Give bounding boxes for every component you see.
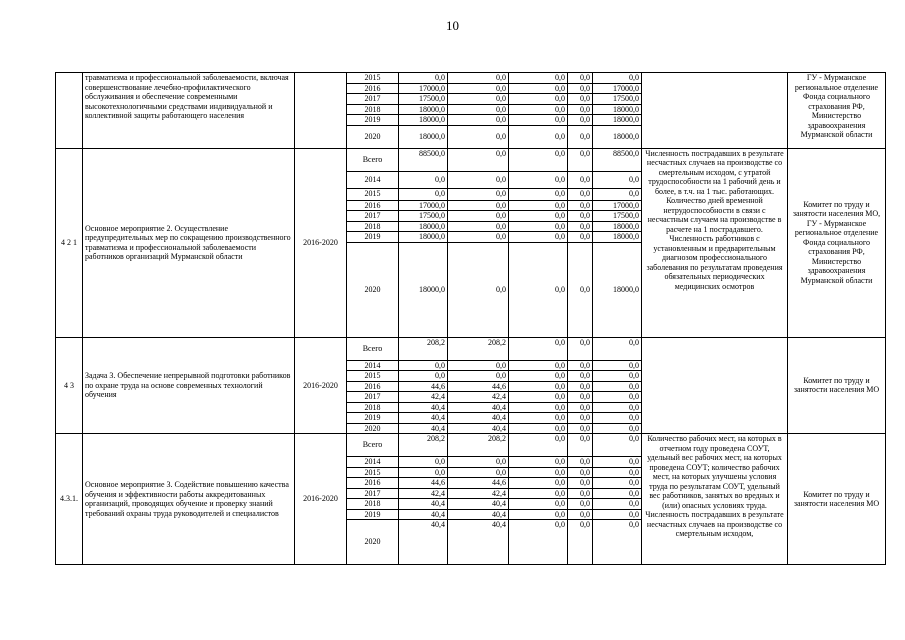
cell-value: 0,0 xyxy=(448,115,509,126)
cell-value: 40,4 xyxy=(448,402,509,413)
cell-value: 0,0 xyxy=(509,171,568,188)
cell-value: 40,4 xyxy=(399,402,448,413)
cell-value: 0,0 xyxy=(448,171,509,188)
cell-value: 0,0 xyxy=(568,337,593,360)
cell-year: Всего xyxy=(347,148,399,171)
cell-value: 0,0 xyxy=(448,94,509,105)
cell-value: 40,4 xyxy=(448,499,509,510)
cell-value: 18000,0 xyxy=(399,232,448,243)
cell-indicator xyxy=(642,337,788,434)
cell-value: 18000,0 xyxy=(593,125,642,148)
cell-value: 40,4 xyxy=(399,423,448,434)
cell-value: 40,4 xyxy=(399,520,448,565)
cell-value: 0,0 xyxy=(399,457,448,468)
cell-value: 40,4 xyxy=(448,509,509,520)
cell-period: 2016-2020 xyxy=(295,337,347,434)
cell-value: 0,0 xyxy=(448,73,509,84)
cell-value: 208,2 xyxy=(448,434,509,457)
cell-value: 18000,0 xyxy=(593,232,642,243)
cell-value: 40,4 xyxy=(448,520,509,565)
cell-period xyxy=(295,73,347,149)
cell-value: 0,0 xyxy=(509,488,568,499)
cell-value: 0,0 xyxy=(593,467,642,478)
cell-value: 0,0 xyxy=(399,371,448,382)
cell-value: 0,0 xyxy=(509,402,568,413)
cell-value: 0,0 xyxy=(568,188,593,200)
cell-year: 2018 xyxy=(347,499,399,510)
cell-value: 0,0 xyxy=(448,221,509,232)
cell-year: 2020 xyxy=(347,423,399,434)
cell-value: 0,0 xyxy=(448,242,509,337)
cell-executor: ГУ - Мурманское региональное отделение Фонда социального страхования РФ, Министерство здравоохранения Мурманской области xyxy=(788,73,886,149)
cell-value: 0,0 xyxy=(568,371,593,382)
cell-value: 0,0 xyxy=(593,509,642,520)
cell-value: 0,0 xyxy=(509,104,568,115)
cell-value: 0,0 xyxy=(593,337,642,360)
cell-year: 2015 xyxy=(347,73,399,84)
cell-value: 18000,0 xyxy=(399,115,448,126)
cell-value: 0,0 xyxy=(448,200,509,211)
program-table xyxy=(55,72,886,565)
cell-value: 0,0 xyxy=(568,104,593,115)
cell-value: 0,0 xyxy=(568,171,593,188)
cell-year: 2017 xyxy=(347,488,399,499)
cell-year: 2015 xyxy=(347,188,399,200)
cell-value: 0,0 xyxy=(399,171,448,188)
cell-year: 2018 xyxy=(347,104,399,115)
cell-value: 40,4 xyxy=(399,413,448,424)
cell-value: 0,0 xyxy=(448,371,509,382)
cell-year: 2017 xyxy=(347,94,399,105)
cell-year: 2019 xyxy=(347,509,399,520)
table-row xyxy=(56,73,886,84)
cell-value: 18000,0 xyxy=(399,221,448,232)
cell-value: 0,0 xyxy=(509,125,568,148)
cell-value: 0,0 xyxy=(509,423,568,434)
cell-year: 2014 xyxy=(347,171,399,188)
cell-value: 44,6 xyxy=(448,478,509,489)
cell-value: 0,0 xyxy=(509,73,568,84)
cell-value: 0,0 xyxy=(509,457,568,468)
cell-value: 40,4 xyxy=(448,423,509,434)
cell-value: 0,0 xyxy=(509,413,568,424)
cell-value: 42,4 xyxy=(448,392,509,403)
cell-value: 0,0 xyxy=(509,337,568,360)
cell-value: 0,0 xyxy=(568,499,593,510)
cell-year: 2016 xyxy=(347,381,399,392)
cell-value: 17500,0 xyxy=(399,211,448,222)
cell-value: 40,4 xyxy=(399,509,448,520)
cell-value: 0,0 xyxy=(448,104,509,115)
cell-value: 0,0 xyxy=(448,360,509,371)
cell-year: 2020 xyxy=(347,520,399,565)
cell-value: 0,0 xyxy=(568,434,593,457)
cell-value: 0,0 xyxy=(509,371,568,382)
cell-value: 0,0 xyxy=(509,200,568,211)
cell-value: 0,0 xyxy=(448,232,509,243)
cell-year: 2019 xyxy=(347,115,399,126)
cell-value: 0,0 xyxy=(509,115,568,126)
cell-value: 0,0 xyxy=(593,392,642,403)
cell-year: 2019 xyxy=(347,232,399,243)
table-row xyxy=(56,434,886,457)
cell-num xyxy=(56,73,83,149)
cell-name: Основное мероприятие 2. Осуществление предупредительных мер по сокращению производственного травматизма и профессиональной заболеваемости работников организаций Мурманской области xyxy=(83,148,295,337)
cell-value: 0,0 xyxy=(593,434,642,457)
cell-num: 4 3 xyxy=(56,337,83,434)
cell-value: 0,0 xyxy=(568,488,593,499)
cell-value: 0,0 xyxy=(509,83,568,94)
cell-value: 208,2 xyxy=(448,337,509,360)
cell-value: 0,0 xyxy=(509,509,568,520)
cell-value: 0,0 xyxy=(448,148,509,171)
cell-value: 0,0 xyxy=(593,499,642,510)
cell-value: 44,6 xyxy=(399,478,448,489)
cell-value: 0,0 xyxy=(399,360,448,371)
cell-executor: Комитет по труду и занятости населения МО xyxy=(788,434,886,565)
cell-value: 44,6 xyxy=(448,381,509,392)
cell-year: 2015 xyxy=(347,467,399,478)
cell-year: 2018 xyxy=(347,221,399,232)
cell-value: 0,0 xyxy=(593,381,642,392)
cell-value: 17500,0 xyxy=(593,94,642,105)
cell-value: 42,4 xyxy=(399,392,448,403)
cell-value: 18000,0 xyxy=(399,242,448,337)
cell-value: 0,0 xyxy=(593,423,642,434)
cell-period: 2016-2020 xyxy=(295,148,347,337)
cell-value: 17000,0 xyxy=(399,200,448,211)
cell-value: 0,0 xyxy=(509,392,568,403)
cell-value: 44,6 xyxy=(399,381,448,392)
cell-value: 42,4 xyxy=(399,488,448,499)
cell-value: 0,0 xyxy=(509,232,568,243)
cell-value: 0,0 xyxy=(448,467,509,478)
cell-value: 40,4 xyxy=(448,413,509,424)
cell-value: 0,0 xyxy=(568,242,593,337)
cell-year: 2020 xyxy=(347,125,399,148)
table-row xyxy=(56,337,886,360)
cell-value: 40,4 xyxy=(399,499,448,510)
cell-year: 2016 xyxy=(347,83,399,94)
cell-value: 0,0 xyxy=(568,402,593,413)
cell-value: 0,0 xyxy=(568,221,593,232)
cell-value: 18000,0 xyxy=(593,104,642,115)
cell-executor: Комитет по труду и занятости населения МО, ГУ - Мурманское региональное отделение Фонда социального страхования РФ, Министерство здравоохранения Мурманской области xyxy=(788,148,886,337)
cell-value: 18000,0 xyxy=(399,104,448,115)
cell-value: 0,0 xyxy=(568,457,593,468)
cell-value: 0,0 xyxy=(568,509,593,520)
cell-value: 0,0 xyxy=(593,478,642,489)
cell-value: 0,0 xyxy=(509,94,568,105)
cell-value: 0,0 xyxy=(568,392,593,403)
cell-num: 4.3.1. xyxy=(56,434,83,565)
cell-num: 4 2 1 xyxy=(56,148,83,337)
cell-value: 88500,0 xyxy=(399,148,448,171)
cell-value: 17000,0 xyxy=(593,83,642,94)
cell-value: 0,0 xyxy=(509,242,568,337)
cell-value: 0,0 xyxy=(509,499,568,510)
cell-indicator: Численность пострадавших в результате несчастных случаев на производстве со смертельным исходом, с утратой трудоспособности на 1 рабочий день и более, в т.ч. на 1 тыс. работающих. Количество дней временной нетрудоспособности в связи с несчастным случаем на производстве в расчете на 1 пострадавшего. Численность работников с установленным и предварительным диагнозом профессионального заболевания по результатам проведения обязательных периодических медицинских осмотров xyxy=(642,148,788,337)
cell-value: 0,0 xyxy=(448,83,509,94)
cell-year: 2018 xyxy=(347,402,399,413)
cell-value: 17000,0 xyxy=(399,83,448,94)
cell-value: 42,4 xyxy=(448,488,509,499)
cell-value: 0,0 xyxy=(509,148,568,171)
cell-value: 0,0 xyxy=(448,457,509,468)
cell-year: 2016 xyxy=(347,478,399,489)
cell-value: 0,0 xyxy=(593,413,642,424)
cell-indicator xyxy=(642,73,788,149)
cell-name: Задача 3. Обеспечение непрерывной подготовки работников по охране труда на основе современных технологий обучения xyxy=(83,337,295,434)
cell-value: 0,0 xyxy=(399,467,448,478)
table-row xyxy=(56,148,886,171)
cell-value: 17500,0 xyxy=(593,211,642,222)
cell-value: 0,0 xyxy=(568,360,593,371)
cell-value: 0,0 xyxy=(509,188,568,200)
cell-value: 0,0 xyxy=(568,83,593,94)
cell-value: 0,0 xyxy=(509,467,568,478)
cell-value: 0,0 xyxy=(568,94,593,105)
cell-value: 208,2 xyxy=(399,434,448,457)
cell-value: 0,0 xyxy=(399,73,448,84)
cell-value: 0,0 xyxy=(448,188,509,200)
cell-value: 0,0 xyxy=(568,73,593,84)
cell-value: 0,0 xyxy=(509,221,568,232)
cell-year: Всего xyxy=(347,434,399,457)
cell-executor: Комитет по труду и занятости населения МО xyxy=(788,337,886,434)
cell-value: 18000,0 xyxy=(593,115,642,126)
cell-value: 0,0 xyxy=(568,520,593,565)
cell-name: Основное мероприятие 3. Содействие повышению качества обучения и эффективности работы аккредитованных организаций, проводящих обучение и проверку знаний требований охраны труда руководителей и специалистов xyxy=(83,434,295,565)
cell-value: 0,0 xyxy=(568,423,593,434)
cell-value: 18000,0 xyxy=(593,221,642,232)
cell-value: 0,0 xyxy=(593,371,642,382)
cell-value: 0,0 xyxy=(509,360,568,371)
cell-value: 17500,0 xyxy=(399,94,448,105)
cell-value: 0,0 xyxy=(448,125,509,148)
cell-value: 0,0 xyxy=(448,211,509,222)
cell-year: 2016 xyxy=(347,200,399,211)
cell-value: 0,0 xyxy=(593,188,642,200)
cell-name: травматизма и профессиональной заболеваемости, включая совершенствование лечебно-профилактического обслуживания и обеспечение современными высокотехнологичными средствами индивидуальной и коллективной защиты работающего населения xyxy=(83,73,295,149)
cell-value: 208,2 xyxy=(399,337,448,360)
cell-value: 0,0 xyxy=(593,488,642,499)
cell-value: 0,0 xyxy=(568,413,593,424)
cell-period: 2016-2020 xyxy=(295,434,347,565)
cell-value: 0,0 xyxy=(568,211,593,222)
table-body xyxy=(56,73,886,565)
cell-value: 0,0 xyxy=(399,188,448,200)
page-number: 10 xyxy=(446,18,459,33)
cell-value: 0,0 xyxy=(593,520,642,565)
cell-value: 18000,0 xyxy=(399,125,448,148)
cell-year: 2019 xyxy=(347,413,399,424)
cell-value: 0,0 xyxy=(568,478,593,489)
cell-value: 0,0 xyxy=(509,381,568,392)
cell-value: 0,0 xyxy=(568,232,593,243)
cell-value: 0,0 xyxy=(568,467,593,478)
cell-year: Всего xyxy=(347,337,399,360)
cell-value: 0,0 xyxy=(593,73,642,84)
cell-year: 2020 xyxy=(347,242,399,337)
cell-year: 2014 xyxy=(347,360,399,371)
cell-value: 0,0 xyxy=(593,171,642,188)
cell-value: 0,0 xyxy=(568,125,593,148)
cell-year: 2017 xyxy=(347,392,399,403)
cell-value: 0,0 xyxy=(593,457,642,468)
cell-value: 88500,0 xyxy=(593,148,642,171)
cell-value: 0,0 xyxy=(593,360,642,371)
cell-year: 2014 xyxy=(347,457,399,468)
cell-year: 2015 xyxy=(347,371,399,382)
cell-value: 0,0 xyxy=(509,434,568,457)
cell-value: 0,0 xyxy=(509,211,568,222)
cell-value: 0,0 xyxy=(509,478,568,489)
cell-value: 18000,0 xyxy=(593,242,642,337)
cell-value: 17000,0 xyxy=(593,200,642,211)
cell-value: 0,0 xyxy=(593,402,642,413)
cell-value: 0,0 xyxy=(568,115,593,126)
cell-year: 2017 xyxy=(347,211,399,222)
cell-value: 0,0 xyxy=(509,520,568,565)
cell-value: 0,0 xyxy=(568,381,593,392)
cell-indicator: Количество рабочих мест, на которых в отчетном году проведена СОУТ, удельный вес рабочих мест, на которых проведена СОУТ; количество рабочих мест, на которых улучшены условия труда по результатам СОУТ, удельный вес работников, занятых во вредных и (или) опасных условиях труда. Численность пострадавших в результате несчастных случаев на производстве со смертельным исходом, xyxy=(642,434,788,565)
cell-value: 0,0 xyxy=(568,148,593,171)
cell-value: 0,0 xyxy=(568,200,593,211)
